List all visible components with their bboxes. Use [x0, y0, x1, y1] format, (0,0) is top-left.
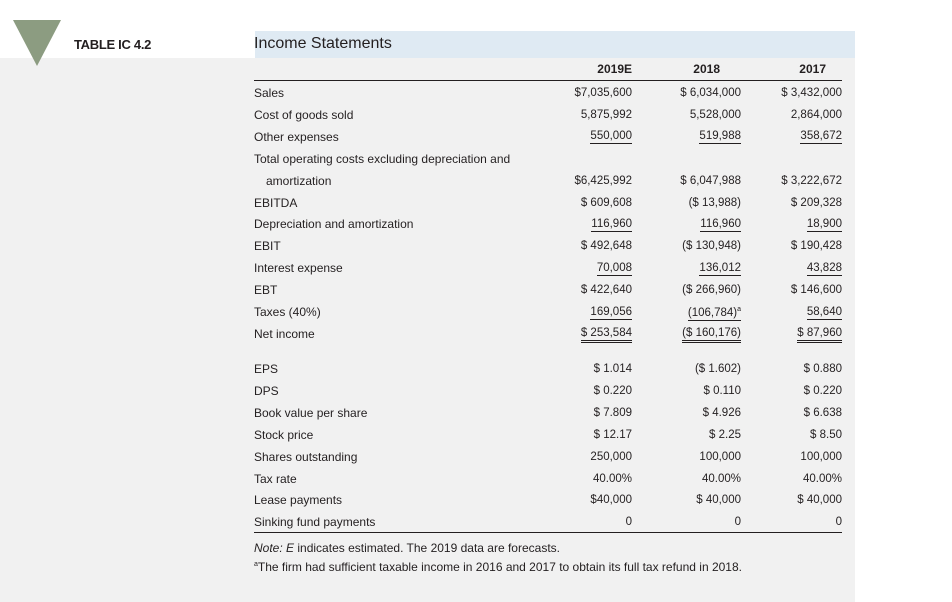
cell-dps-2019e: $ 0.220 — [593, 385, 632, 397]
cell-sales-2019e: $7,035,600 — [574, 87, 632, 99]
cell-ebitda-2018: ($ 13,988) — [688, 197, 741, 209]
footnote-marker-note: a — [254, 561, 258, 568]
row-label-tax-rate: Tax rate — [254, 472, 297, 486]
cell-taxes-2018 — [688, 306, 741, 321]
cell-ebt-2017: $ 146,600 — [790, 284, 842, 296]
cell-eps-2018: ($ 1.602) — [694, 363, 741, 375]
cell-cogs-2017: 2,864,000 — [790, 109, 842, 121]
column-header-2017: 2017 — [799, 62, 826, 76]
row-label-total-operating-costs: Total operating costs excluding depreciation and — [254, 152, 511, 166]
cell-sinking-2019e: 0 — [625, 516, 632, 528]
cell-taxrate-2018: 40.00% — [701, 473, 741, 485]
cell-depr-2018: 116,960 — [700, 218, 741, 230]
row-label-lease-payments: Lease payments — [254, 493, 343, 507]
cell-price-2018: $ 2.25 — [709, 429, 741, 441]
cell-netincome-2017: $ 87,960 — [797, 327, 842, 343]
row-label-dps: DPS — [254, 384, 279, 398]
column-header-2019e: 2019E — [597, 62, 632, 76]
row-label-shares-outstanding: Shares outstanding — [254, 450, 358, 464]
note-e: E — [286, 541, 295, 555]
cell-depr-2017: 18,900 — [806, 218, 842, 230]
cell-bvps-2017: $ 6.638 — [803, 407, 842, 419]
cell-depr-2019e: 116,960 — [591, 218, 632, 230]
cell-ebit-2019e: $ 492,648 — [580, 240, 632, 252]
cell-lease-2018: $ 40,000 — [696, 494, 741, 506]
header-rule — [254, 80, 842, 81]
cell-totcost-2018: $ 6,047,988 — [680, 175, 741, 187]
row-label-ebit: EBIT — [254, 239, 281, 253]
cell-lease-2019e: $40,000 — [590, 494, 632, 506]
cell-sales-2017: $ 3,432,000 — [781, 87, 842, 99]
cell-interest-2017: 43,828 — [806, 262, 842, 274]
row-label-interest-expense: Interest expense — [254, 261, 343, 275]
row-label-taxes: Taxes (40%) — [254, 305, 321, 319]
cell-other-2017: 358,672 — [800, 130, 842, 142]
cell-totcost-2019e: $6,425,992 — [574, 175, 632, 187]
cell-eps-2017: $ 0.880 — [803, 363, 842, 375]
cell-shares-2018: 100,000 — [699, 451, 741, 463]
cell-bvps-2019e: $ 7.809 — [593, 407, 632, 419]
cell-dps-2018: $ 0.110 — [703, 385, 741, 397]
column-header-2018: 2018 — [693, 62, 720, 76]
table-title: Income Statements — [254, 35, 392, 52]
row-label-other-expenses: Other expenses — [254, 130, 339, 144]
cell-taxrate-2019e: 40.00% — [592, 473, 632, 485]
cell-netincome-2019e: $ 253,584 — [581, 327, 632, 343]
row-label-ebt: EBT — [254, 283, 278, 297]
cell-taxes-2019e: 169,056 — [590, 306, 632, 318]
row-label-cogs: Cost of goods sold — [254, 108, 354, 122]
cell-sales-2018: $ 6,034,000 — [680, 87, 741, 99]
cell-ebit-2017: $ 190,428 — [790, 240, 842, 252]
cell-interest-2018: 136,012 — [699, 262, 741, 274]
cell-shares-2017: 100,000 — [800, 451, 842, 463]
row-label-eps: EPS — [254, 362, 279, 376]
cell-ebit-2018: ($ 130,948) — [682, 240, 741, 252]
row-label-ebitda: EBITDA — [254, 196, 298, 210]
cell-netincome-2018: ($ 160,176) — [682, 327, 741, 343]
cell-shares-2019e: 250,000 — [590, 451, 632, 463]
note-prefix: Note: — [254, 541, 283, 555]
cell-eps-2019e: $ 1.014 — [593, 363, 632, 375]
table-footnote — [254, 560, 742, 574]
cell-totcost-2017: $ 3,222,672 — [781, 175, 842, 187]
cell-other-2019e: 550,000 — [590, 130, 632, 142]
cell-sinking-2017: 0 — [835, 516, 842, 528]
cell-ebitda-2017: $ 209,328 — [790, 197, 842, 209]
cell-bvps-2018: $ 4.926 — [702, 407, 741, 419]
cell-sinking-2018: 0 — [734, 516, 741, 528]
cell-taxrate-2017: 40.00% — [802, 473, 842, 485]
table-note — [254, 541, 560, 555]
triangle-marker-icon — [13, 20, 61, 66]
cell-taxes-2018-value: (106,784) — [687, 306, 738, 319]
cell-ebt-2019e: $ 422,640 — [580, 284, 632, 296]
cell-price-2017: $ 8.50 — [810, 429, 842, 441]
row-label-stock-price: Stock price — [254, 428, 314, 442]
cell-ebitda-2019e: $ 609,608 — [580, 197, 632, 209]
cell-other-2018: 519,988 — [699, 130, 741, 142]
cell-dps-2017: $ 0.220 — [803, 385, 842, 397]
cell-interest-2019e: 70,008 — [596, 262, 632, 274]
cell-cogs-2018: 5,528,000 — [689, 109, 741, 121]
cell-lease-2017: $ 40,000 — [797, 494, 842, 506]
note-text: indicates estimated. The 2019 data are forecasts. — [294, 541, 560, 555]
cell-taxes-2017: 58,640 — [806, 306, 842, 318]
cell-ebt-2018: ($ 266,960) — [682, 284, 741, 296]
row-label-net-income: Net income — [254, 327, 315, 341]
footnote-marker: a — [737, 306, 741, 313]
row-label-book-value: Book value per share — [254, 406, 368, 420]
row-label-sales: Sales — [254, 86, 285, 100]
row-label-depreciation: Depreciation and amortization — [254, 217, 414, 231]
table-label: TABLE IC 4.2 — [74, 37, 152, 52]
table-bottom-rule — [254, 532, 842, 533]
footnote-text: The firm had sufficient taxable income in 2016 and 2017 to obtain its full tax refund in 2018. — [257, 560, 742, 574]
row-label-amortization: amortization — [266, 174, 332, 188]
row-label-sinking-fund: Sinking fund payments — [254, 515, 376, 529]
cell-cogs-2019e: 5,875,992 — [580, 109, 632, 121]
cell-price-2019e: $ 12.17 — [593, 429, 632, 441]
